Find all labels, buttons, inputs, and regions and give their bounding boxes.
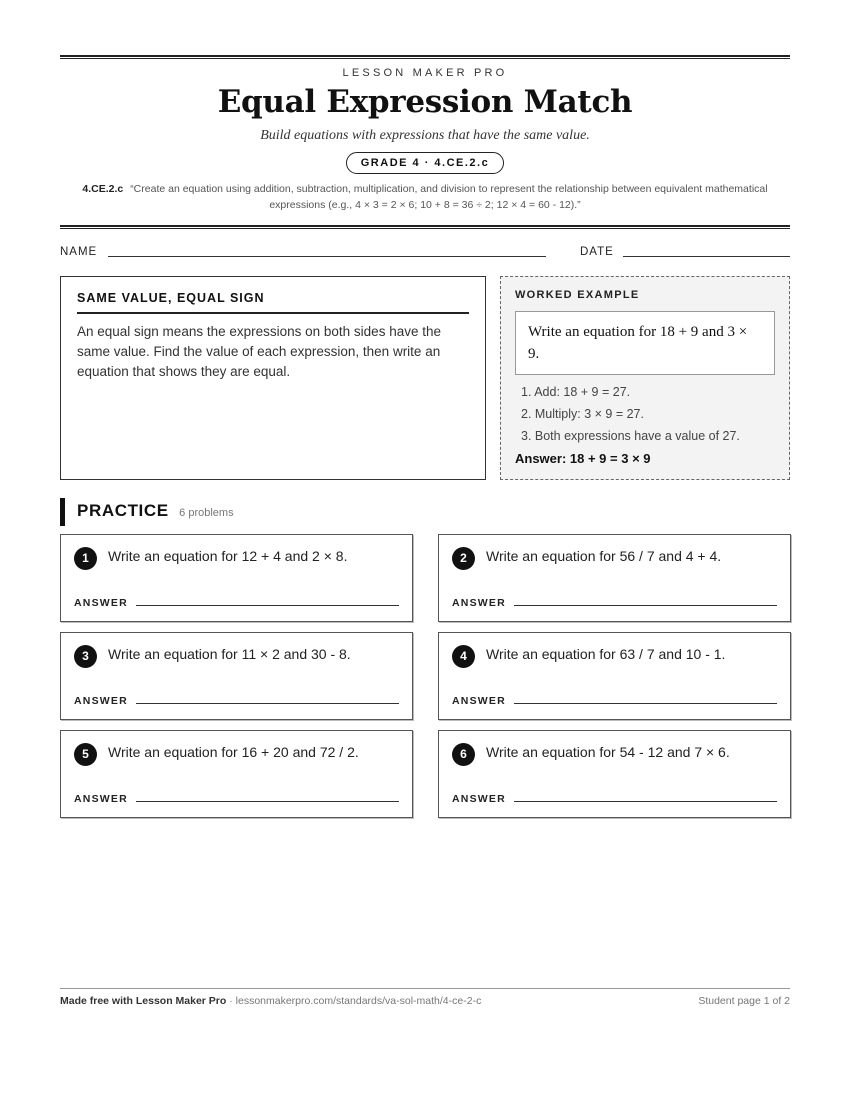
problem-card-4 <box>438 632 791 720</box>
standard-code: 4.CE.2.c <box>82 183 124 195</box>
example-step: 2. Multiply: 3 × 9 = 27. <box>521 407 644 421</box>
worksheet-page <box>60 0 790 1100</box>
practice-title: PRACTICE <box>77 501 169 520</box>
problem-text: Write an equation for 12 + 4 and 2 × 8. <box>108 548 348 564</box>
answer-field-5[interactable] <box>136 801 399 802</box>
problem-number: 2 <box>452 547 475 570</box>
answer-field-2[interactable] <box>514 605 777 606</box>
example-step: 1. Add: 18 + 9 = 27. <box>521 385 631 399</box>
footer-page-number: Student page 1 of 2 <box>698 995 790 1007</box>
date-label: DATE <box>580 246 614 258</box>
answer-label: ANSWER <box>74 793 128 805</box>
page-title: Equal Expression Match <box>217 84 633 120</box>
footer-made-with: Made free with Lesson Maker Pro <box>60 995 227 1007</box>
problem-card-3 <box>60 632 413 720</box>
answer-field-1[interactable] <box>136 605 399 606</box>
footer-url[interactable]: · lessonmakerpro.com/standards/va-sol-math/4-ce-2-c <box>226 995 482 1007</box>
practice-header <box>60 498 234 526</box>
date-field[interactable] <box>623 256 790 257</box>
problem-card-6 <box>438 730 791 818</box>
problem-number: 4 <box>452 645 475 668</box>
grade-badge-row <box>60 152 790 174</box>
problem-number: 5 <box>74 743 97 766</box>
worked-example-box <box>500 276 790 480</box>
answer-label: ANSWER <box>74 695 128 707</box>
problem-card-1 <box>60 534 413 622</box>
concept-body: An equal sign means the expressions on both sides have the same value. Find the value of each expression, then write an equation that shows they are equal. <box>77 324 441 379</box>
example-prompt: Write an equation for 18 + 9 and 3 × 9. <box>515 311 775 375</box>
practice-count: 6 problems <box>179 507 234 519</box>
concept-heading: SAME VALUE, EQUAL SIGN <box>77 291 469 314</box>
problem-number: 6 <box>452 743 475 766</box>
answer-field-3[interactable] <box>136 703 399 704</box>
problem-text: Write an equation for 54 - 12 and 7 × 6. <box>486 744 730 760</box>
problem-card-2 <box>438 534 791 622</box>
standard-text: “Create an equation using addition, subtraction, multiplication, and division to represent the relationship between equivalent mathematical expressions (e.g., 4 × 3 = 2 × 6; 10 + 8 = 36 ÷ 2; 12 × 4 = 60 - 12).” <box>130 183 768 211</box>
problem-text: Write an equation for 16 + 20 and 72 / 2. <box>108 744 359 760</box>
answer-field-6[interactable] <box>514 801 777 802</box>
footer-rule <box>60 988 790 989</box>
example-heading: WORKED EXAMPLE <box>515 289 640 301</box>
standard-description <box>80 181 770 213</box>
answer-label: ANSWER <box>74 597 128 609</box>
problem-number: 1 <box>74 547 97 570</box>
page-subtitle: Build equations with expressions that have the same value. <box>260 128 590 143</box>
problem-text: Write an equation for 56 / 7 and 4 + 4. <box>486 548 722 564</box>
problem-number: 3 <box>74 645 97 668</box>
header-bottom-rule <box>60 225 790 229</box>
example-steps <box>515 381 775 447</box>
footer-credit <box>60 995 481 1007</box>
problem-text: Write an equation for 63 / 7 and 10 - 1. <box>486 646 726 662</box>
name-field[interactable] <box>108 256 546 257</box>
problem-card-5 <box>60 730 413 818</box>
answer-label: ANSWER <box>452 793 506 805</box>
header-top-rule <box>60 55 790 59</box>
answer-label: ANSWER <box>452 695 506 707</box>
name-label: NAME <box>60 246 98 258</box>
answer-field-4[interactable] <box>514 703 777 704</box>
concept-box <box>60 276 486 480</box>
brand-name: LESSON MAKER PRO <box>342 67 508 79</box>
grade-badge: GRADE 4 · 4.CE.2.c <box>346 152 504 174</box>
example-answer: Answer: 18 + 9 = 3 × 9 <box>515 451 651 466</box>
answer-label: ANSWER <box>452 597 506 609</box>
problem-text: Write an equation for 11 × 2 and 30 - 8. <box>108 646 351 662</box>
example-step: 3. Both expressions have a value of 27. <box>521 429 740 443</box>
